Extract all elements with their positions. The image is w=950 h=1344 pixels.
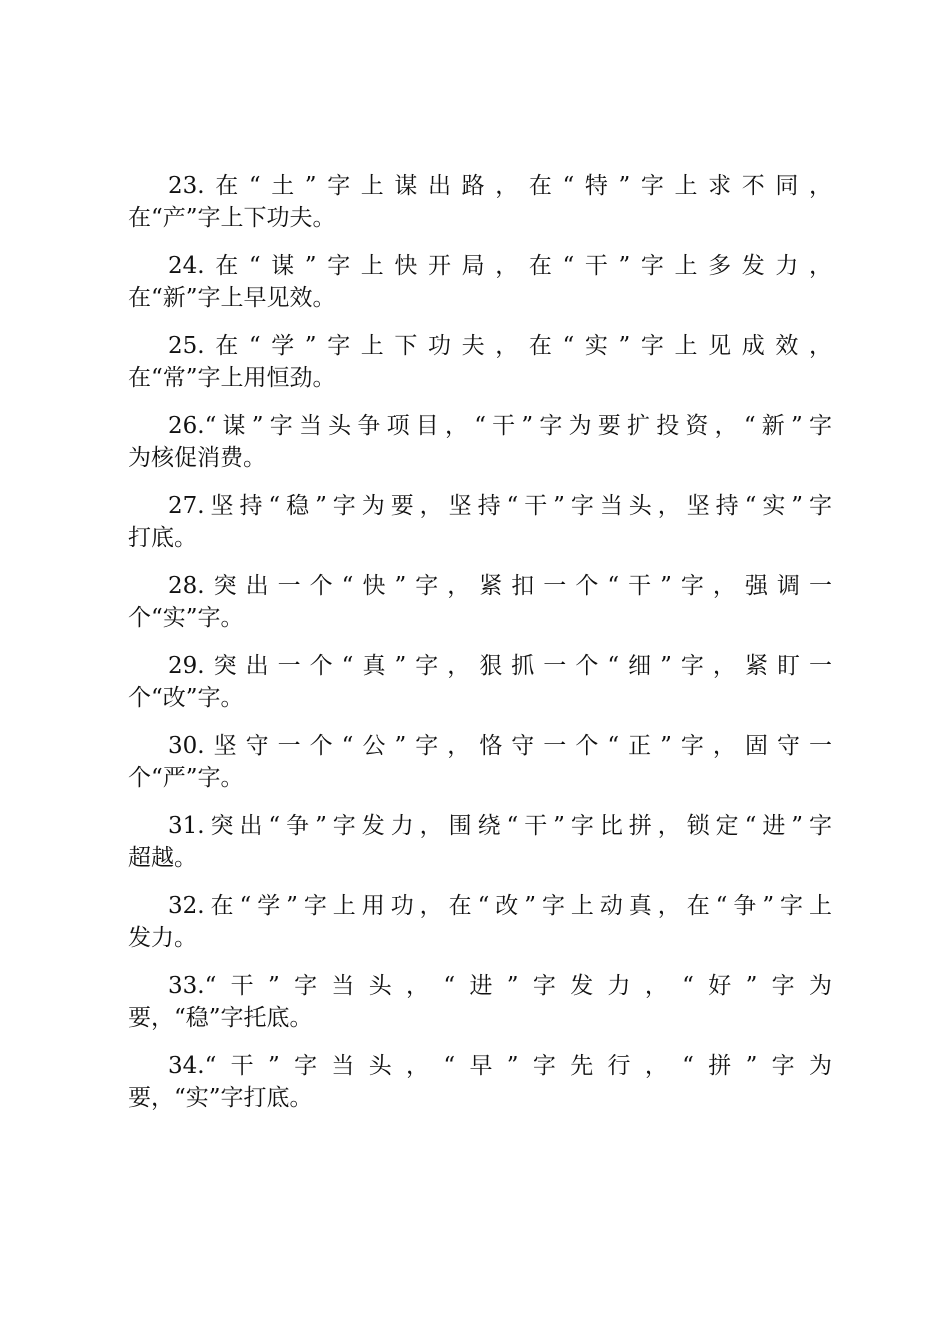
list-item	[128, 810, 832, 874]
list-item-line: 个“实”字。	[128, 605, 244, 631]
list-item	[128, 730, 832, 794]
list-item-line: 要，“稳”字托底。	[128, 1005, 313, 1031]
list-item	[128, 570, 832, 634]
list-item-line: 在“常”字上用恒劲。	[128, 365, 336, 391]
list-item-line: 24.在“谋”字上快开局，在“干”字上多发力，	[168, 253, 832, 279]
list-item-line: 29.突出一个“真”字，狠抓一个“细”字，紧盯一	[168, 653, 832, 679]
list-item	[128, 970, 832, 1034]
list-item-line: 34.“干”字当头，“早”字先行，“拼”字为	[168, 1053, 832, 1079]
list-item	[128, 330, 832, 394]
list-item-line: 个“严”字。	[128, 765, 244, 791]
list-item	[128, 1050, 832, 1114]
list-item-line: 要，“实”字打底。	[128, 1085, 313, 1111]
list-item-line: 23.在“土”字上谋出路，在“特”字上求不同，	[168, 173, 832, 199]
list-item	[128, 170, 832, 234]
list-item-line: 为核促消费。	[128, 445, 266, 471]
list-item-line: 33.“干”字当头，“进”字发力，“好”字为	[168, 973, 832, 999]
list-item-line: 超越。	[128, 845, 197, 871]
list-item-line: 打底。	[128, 525, 197, 551]
list-item-line: 28.突出一个“快”字，紧扣一个“干”字，强调一	[168, 573, 832, 599]
list-item-line: 32.在“学”字上用功，在“改”字上动真，在“争”字上	[168, 893, 832, 919]
list-item-line: 27.坚持“稳”字为要，坚持“干”字当头，坚持“实”字	[168, 493, 832, 519]
list-item-line: 26.“谋”字当头争项目，“干”字为要扩投资，“新”字	[168, 413, 832, 439]
list-item	[128, 490, 832, 554]
list-item	[128, 410, 832, 474]
list-item-line: 30.坚守一个“公”字，恪守一个“正”字，固守一	[168, 733, 832, 759]
list-item	[128, 890, 832, 954]
document-body	[128, 170, 832, 1130]
list-item-line: 31.突出“争”字发力，围绕“干”字比拼，锁定“进”字	[168, 813, 832, 839]
list-item-line: 个“改”字。	[128, 685, 244, 711]
list-item-line: 在“新”字上早见效。	[128, 285, 336, 311]
list-item-line: 25.在“学”字上下功夫，在“实”字上见成效，	[168, 333, 832, 359]
list-item	[128, 650, 832, 714]
list-item-line: 在“产”字上下功夫。	[128, 205, 336, 231]
list-item	[128, 250, 832, 314]
list-item-line: 发力。	[128, 925, 197, 951]
